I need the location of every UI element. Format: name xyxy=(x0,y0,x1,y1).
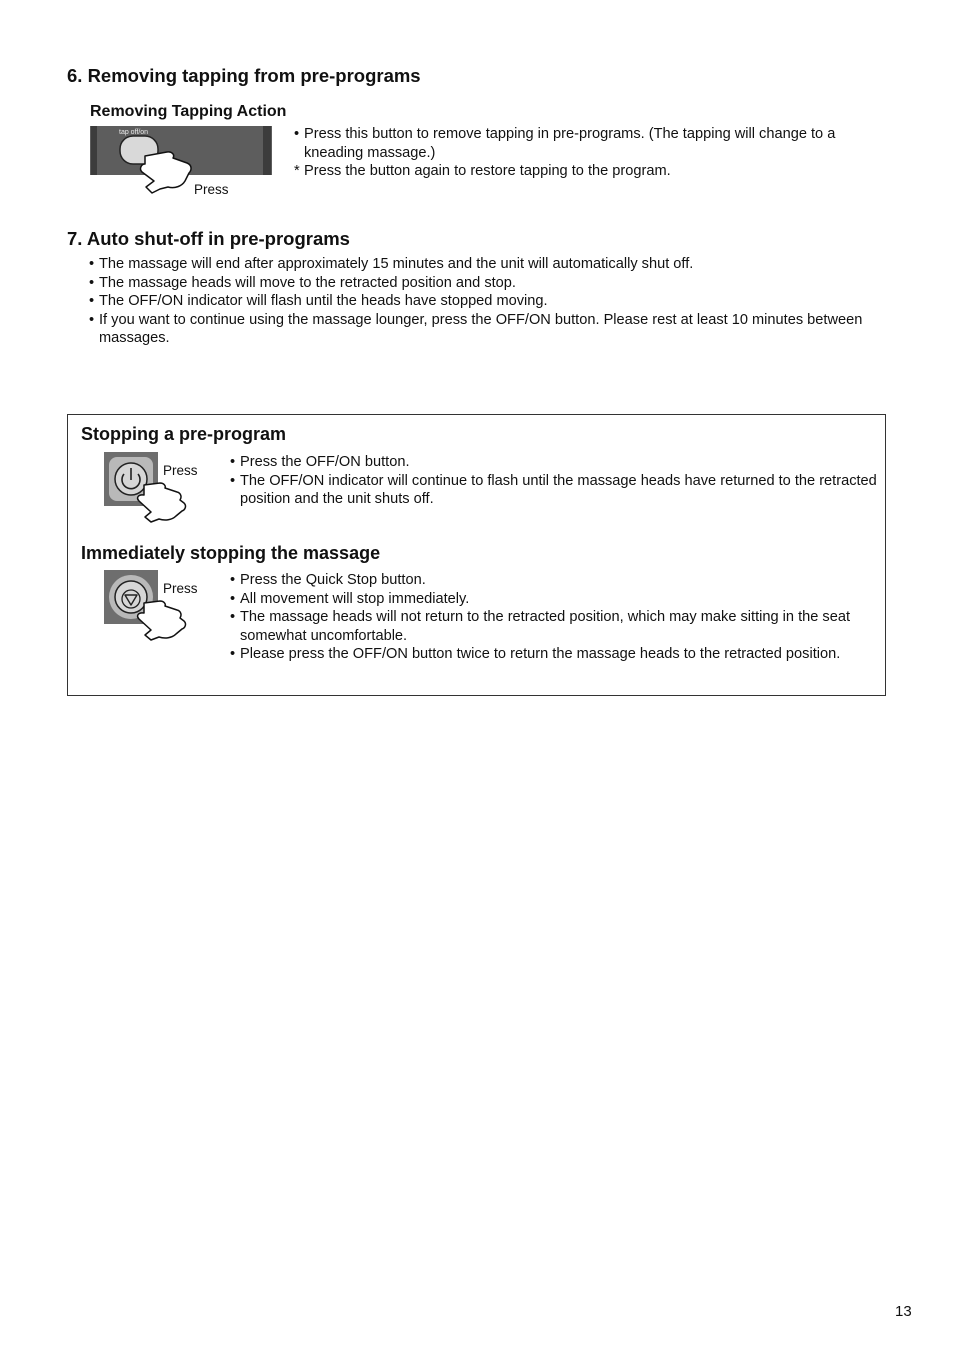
section-6-heading: 6. Removing tapping from pre-programs xyxy=(67,65,421,86)
list-item: • The massage will end after approximately 15 minutes and the unit will automatically shut off. xyxy=(89,255,889,274)
quick-stop-list xyxy=(230,571,878,664)
stopping-pre-program-heading: Stopping a pre-program xyxy=(81,424,287,444)
section-6-list xyxy=(294,125,894,181)
list-item: • The massage heads will move to the retracted position and stop. xyxy=(89,274,889,293)
list-item: • The OFF/ON indicator will continue to flash until the massage heads have returned to the retracted position and the unit shuts off. xyxy=(230,472,878,509)
list-item: * Press the button again to restore tapping to the program. xyxy=(294,162,894,181)
list-item: • The OFF/ON indicator will flash until the heads have stopped moving. xyxy=(89,292,889,311)
list-item: • Press this button to remove tapping in pre-programs. (The tapping will change to a kneading massage.) xyxy=(294,125,894,162)
tap-button-illustration xyxy=(90,126,272,202)
list-item: • If you want to continue using the massage lounger, press the OFF/ON button. Please rest at least 10 minutes between massages. xyxy=(89,311,889,348)
stop-list xyxy=(230,453,878,509)
section-7-list xyxy=(89,255,889,348)
immediate-stop-heading: Immediately stopping the massage xyxy=(81,543,381,563)
press-label: Press xyxy=(163,463,198,478)
tap-button-label: tap off/on xyxy=(119,129,149,136)
section-7-heading: 7. Auto shut-off in pre-programs xyxy=(67,228,350,249)
list-item: • Please press the OFF/ON button twice to return the massage heads to the retracted position. xyxy=(230,645,878,664)
page-number: 13 xyxy=(895,1303,912,1320)
list-item: • All movement will stop immediately. xyxy=(230,590,878,609)
section-6-subheading: Removing Tapping Action xyxy=(90,103,287,120)
list-item: • Press the OFF/ON button. xyxy=(230,453,878,472)
list-item: • The massage heads will not return to the retracted position, which may make sitting in the seat somewhat uncomfortable. xyxy=(230,608,878,645)
list-item: • Press the Quick Stop button. xyxy=(230,571,878,590)
press-label: Press xyxy=(163,581,198,596)
press-label: Press xyxy=(194,182,229,197)
